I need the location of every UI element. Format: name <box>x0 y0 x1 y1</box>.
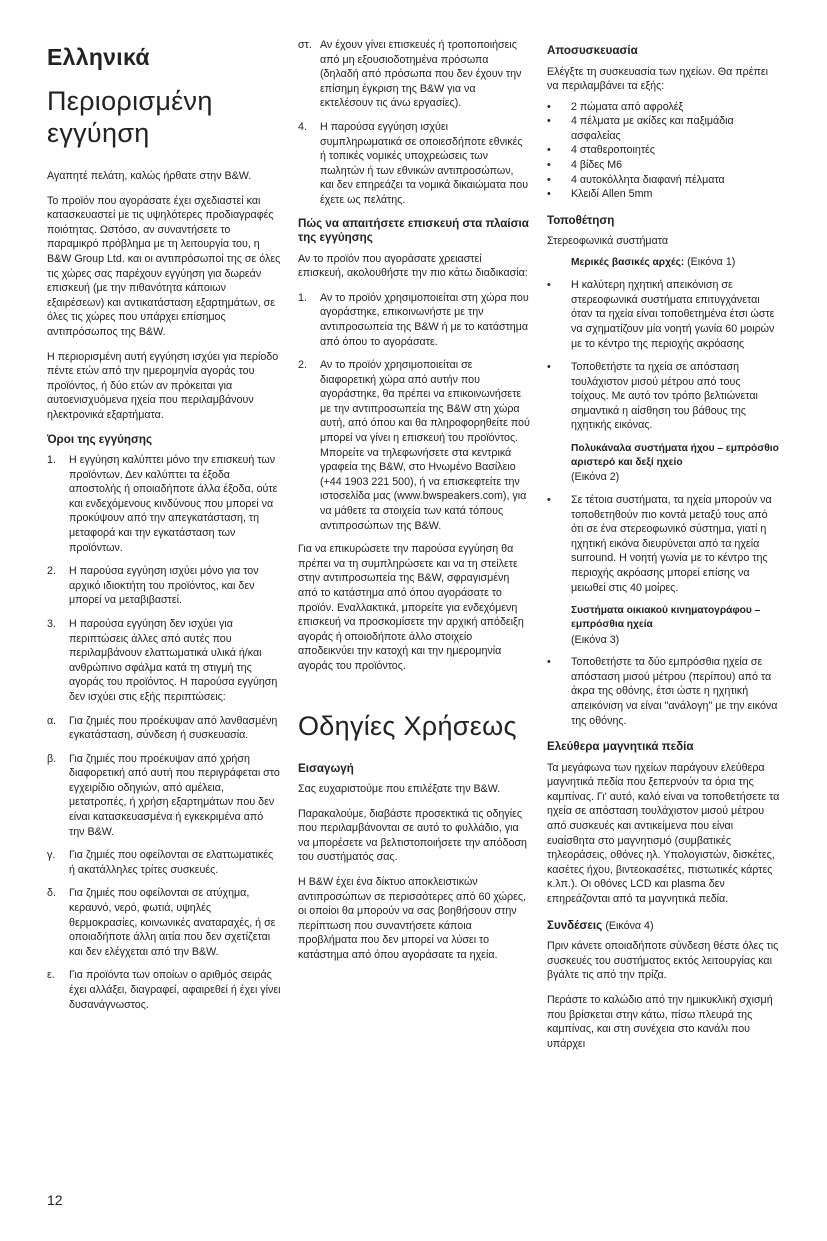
list-item: γ. Για ζημιές που οφείλονται σε ελαττωματικές ή ακατάλληλες τρίτες συσκευές. <box>47 849 274 876</box>
introduction-heading: Εισαγωγή <box>298 761 354 775</box>
column-1 <box>47 38 281 1021</box>
placement-heading: Τοποθέτηση <box>547 213 615 227</box>
list-item: • Τοποθετήστε τα ηχεία σε απόσταση τουλάχιστον μισού μέτρου από τους τοίχους. Με αυτό τον τρόπο βελτιώνεται σημαντικά η αίσθηση του βάθους της ηχητικής εικόνας. <box>547 361 758 432</box>
column-2 <box>298 38 530 973</box>
list-item: α. Για ζημιές που προέκυψαν από λανθασμένη εγκατάσταση, σύνδεση ή συσκευασία. <box>47 714 278 742</box>
repair-intro: Αν το προϊόν που αγοράσατε χρειαστεί επισκευή, ακολουθήστε την πιο κάτω διαδικασία: <box>298 252 528 280</box>
intro-paragraph: Παρακαλούμε, διαβάστε προσεκτικά τις οδηγίες που περιλαμβάνονται σε αυτό το φυλλάδιο, για να μπορέσετε να βελτιστοποιήσετε την απόδοση του συστήματός σας. <box>298 807 527 864</box>
terms-list-continued <box>298 38 530 208</box>
magnetic-fields-text: Τα μεγάφωνα των ηχείων παράγουν ελεύθερα μαγνητικά πεδία που ξεπερνούν τα όρια της καμπίνας. Γι' αυτό, καλό είναι να τοποθετήσετε τα ηχεία σε απόσταση τουλάχιστον μισού μέτρου από συσκευές και αντικείμενα που είναι ευαίσθητα στο μαγνητισμό (συμβατικές τηλεοράσεις, οθόνες ηλ. Υπολογιστών, δισκέτες, κασέτες ήχου, βιντεοκασέτες, πιστωτικές κάρτες κ.λπ.). Οι οθόνες LCD και plasma δεν επηρεάζονται από τα μαγνητικά πεδία. <box>547 761 780 906</box>
multichannel-figure: (Εικόνα 2) <box>571 471 620 484</box>
page-number: 12 <box>47 1192 63 1208</box>
list-item: • Κλειδί Allen 5mm <box>547 188 653 201</box>
list-item: 2. Η παρούσα εγγύηση ισχύει μόνο για τον αρχικό ιδιοκτήτη του προϊόντος, και δεν μπορεί να μεταβιβαστεί. <box>47 565 259 607</box>
connections-paragraph: Περάστε το καλώδιο από την ημικυκλική σχισμή που βρίσκεται στην κάτω, πίσω πλευρά της καμπίνας, και στη συνέχεια στο κανάλι που υπάρχει <box>547 993 773 1050</box>
repair-steps <box>298 291 530 534</box>
unpacking-list <box>547 100 781 202</box>
list-item: • 4 σταθεροποιητές <box>547 144 655 157</box>
unpacking-intro: Ελέγξτε τη συσκευασία των ηχείων. Θα πρέπει να περιλαμβάνει τα εξής: <box>547 65 768 93</box>
intro-paragraph: Αγαπητέ πελάτη, καλώς ήρθατε στην B&W. <box>47 170 252 182</box>
list-item: • Η καλύτερη ηχητική απεικόνιση σε στερεοφωνικά συστήματα επιτυγχάνεται όταν τα ηχεία είναι τοποθετημένα έτσι ώστε να σχηματίζουν μία νοητή γωνία 60 μοιρών με το κέντρο της περιοχής ακρόασης <box>547 279 775 350</box>
list-item: 4. Η παρούσα εγγύηση ισχύει συμπληρωματικά σε οποιεσδήποτε εθνικές ή τοπικές νομικές υποχρεώσεις των πωλητών ή των εθνικών αντιπροσώπων, και δεν επηρεάζει τα νομικά δικαιώματα που έχετε ως πελάτης. <box>298 120 529 206</box>
list-item: β. Για ζημιές που προέκυψαν από χρήση διαφορετική από αυτή που περιγράφεται στο εγχειρίδιο οδηγιών, από αμέλεια, μετατροπές, ή χρήση εξαρτημάτων που δεν είναι κατασκευασμένα ή εγκεκριμένα από την B&W. <box>47 752 280 838</box>
intro-paragraph: Το προϊόν που αγοράσατε έχει σχεδιαστεί και κατασκευαστεί με τις υψηλότερες προδιαγραφές ποιότητας. Ωστόσο, αν συναντήσετε το παραμικρό πρόβλημα με τη λειτουργία του, η B&W Group Ltd. και οι αντιπρόσωποί της σε όλες τις χώρες σας παρέχουν εγγύηση για δωρεάν επισκευή (με την πιθανότητα κάποιων εξαιρέσεων) και αντικατάσταση εξαρτημάτων, σε όλες τις χώρες που υπάρχει επίσημος αντιπρόσωπος της B&W. <box>47 194 281 338</box>
list-item: • 2 πώματα από αφρολέξ <box>547 100 684 113</box>
intro-paragraph: Η περιορισμένη αυτή εγγύηση ισχύει για περίοδο πέντε ετών από την ημερομηνία αγοράς του προϊόντος, ή δύο ετών αν πρόκειται για αυτοενισχυόμενα ηχεία που περιλαμβάνουν ηλεκτρονικά εξαρτήματα. <box>47 350 279 421</box>
home-cinema-figure: (Εικόνα 3) <box>571 633 620 646</box>
intro-paragraph: Η B&W έχει ένα δίκτυο αποκλειστικών αντιπροσώπων σε περισσότερες από 60 χώρες, οι οποίοι θα μπορούν να σας βοηθήσουν στην περίπτωση που συναντήσετε κάποια προβλήματα που δεν μπορεί να λύσει το κατάστημα από όπου αγοράσατε τα ηχεία. <box>298 876 526 961</box>
connections-heading: Συνδέσεις (Εικόνα 4) <box>547 918 654 932</box>
terms-heading: Όροι της εγγύησης <box>47 432 153 446</box>
list-item: δ. Για ζημιές που οφείλονται σε ατύχημα, κεραυνό, νερό, φωτιά, υψηλές θερμοκρασίες, κοινωνικές αναταραχές, ή σε οποιαδήποτε άλλη αιτία που δεν σχετίζεται και δεν ελέγχεται από την B&W. <box>47 887 276 958</box>
list-item: 2. Αν το προϊόν χρησιμοποιείται σε διαφορετική χώρα από αυτήν που αγοράστηκε, θα πρέπει να επικοινωνήσετε με την αντιπροσωπεία της B&W στη χώρα αυτή, από όπου και θα πληροφορηθείτε πού μπορεί να γίνει η επισκευή του προϊόντος. Μπορείτε να τηλεφωνήσετε στα κεντρικά γραφεία της B&W, στο Ηνωμένο Βασίλειο (+44 1903 221 500), ή να επισκεφτείτε την ιστοσελίδα μας (www.bwspeakers.com), για να μάθετε τα στοιχεία των κατά τόπους αντιπροσώπων της B&W. <box>298 359 530 532</box>
magnetic-fields-heading: Ελεύθερα μαγνητικά πεδία <box>547 740 694 754</box>
warranty-title: Περιορισμένη εγγύηση <box>47 86 213 148</box>
terms-list <box>47 453 281 1012</box>
unpacking-heading: Αποσυσκευασία <box>547 44 638 57</box>
multichannel-label: Πολυκάναλα συστήματα ήχου – εμπρόσθιο αριστερό και δεξί ηχείο <box>571 443 779 469</box>
list-item: • Σε τέτοια συστήματα, τα ηχεία μπορούν να τοποθετηθούν πιο κοντά μεταξύ τους από ότι σε ένα στερεοφωνικό σύστημα, γιατί η ηχητική εικόνα διευρύνεται από τα ηχεία surround. Η νοητή γωνία με το κέντρο της περιοχής ακρόασης μπορεί επίσης να μειωθεί στις 40 μοίρες. <box>547 494 772 594</box>
repair-outro: Για να επικυρώσετε την παρούσα εγγύηση θα πρέπει να τη συμπληρώσετε και να τη στείλετε στην αντιπροσωπεία της B&W, σφραγισμένη από το κατάστημα από όπου αγοράσατε το προϊόν. Εναλλακτικά, μπορείτε για ενδεχόμενη επισκευή να προσκομίσετε την αρχική απόδειξη αγοράς ή οποιοδήποτε άλλο στοιχείο αποδεικνύει την κατοχή και την ημερομηνία αγοράς του προϊόντος. <box>298 543 524 672</box>
multichannel-list <box>547 493 781 595</box>
list-item: • 4 αυτοκόλλητα διαφανή πέλματα <box>547 173 725 186</box>
list-item: 1. Αν το προϊόν χρησιμοποιείται στη χώρα που αγοράστηκε, επικοινωνήστε με την αντιπροσωπεία της B&W ή με το κατάστημα από όπου το αγοράσατε. <box>298 291 529 348</box>
list-item: ε. Για προϊόντα των οποίων ο αριθμός σειράς έχει αλλάξει, διαγραφεί, αφαιρεθεί ή έχει γίνει δυσανάγνωστος. <box>47 969 281 1011</box>
list-item: • 4 βίδες M6 <box>547 159 623 172</box>
language-heading: Ελληνικά <box>47 44 150 70</box>
basic-principles-label: Μερικές βασικές αρχές: (Εικόνα 1) <box>571 255 736 268</box>
intro-paragraph: Σας ευχαριστούμε που επιλέξατε την B&W. <box>298 783 501 796</box>
connections-paragraph: Πριν κάνετε οποιαδήποτε σύνδεση θέστε όλες τις συσκευές του συστήματος εκτός λειτουργίας και βγάλτε τις από την πρίζα. <box>547 940 779 982</box>
list-item: • Τοποθετήστε τα δύο εμπρόσθια ηχεία σε απόσταση μισού μέτρου (περίπου) από τα άκρα της οθόνης, έτσι ώστε η ηχητική απεικόνιση να είναι "ανάλογη" με την εικόνα της οθόνης. <box>547 656 778 727</box>
home-cinema-label: Συστήματα οικιακού κινηματογράφου – εμπρόσθια ηχεία <box>571 605 761 631</box>
list-item: 1. Η εγγύηση καλύπτει μόνο την επισκευή των προϊόντων. Δεν καλύπτει τα έξοδα αποστολής ή οποιαδήποτε άλλα έξοδα, ούτε και ενδεχόμενους κινδύνους που μπορεί να προκύψουν από την απεγκατάσταση, τη μεταφορά και την εγκατάσταση των προϊόντων. <box>47 454 278 554</box>
list-item: • 4 πέλματα με ακίδες και παξιμάδια ασφαλείας <box>547 115 734 142</box>
manual-title: Οδηγίες Χρήσεως <box>298 710 517 741</box>
stereo-list <box>547 278 781 433</box>
list-item: 3. Η παρούσα εγγύηση δεν ισχύει για περιπτώσεις άλλες από αυτές που περιλαμβάνουν ελαττωματικά υλικά ή/και ανθρώπινο σφάλμα κατά τη στιγμή της αγοράς του προϊόντος. Η παρούσα εγγύηση δεν ισχύει στις εξής περιπτώσεις: <box>47 617 278 703</box>
stereo-label: Στερεοφωνικά συστήματα <box>547 235 669 248</box>
column-3 <box>547 38 781 1061</box>
list-item: στ. Αν έχουν γίνει επισκευές ή τροποποιήσεις από μη εξουσιοδοτημένα πρόσωπα (δηλαδή από πρόσωπα που δεν έχουν την επίσημη έγκριση της B&W για να εκτελέσουν τις άνω εργασίες). <box>298 39 522 110</box>
repair-heading: Πώς να απαιτήσετε επισκευή στα πλαίσια της εγγύησης <box>298 216 529 245</box>
home-cinema-list <box>547 655 781 728</box>
